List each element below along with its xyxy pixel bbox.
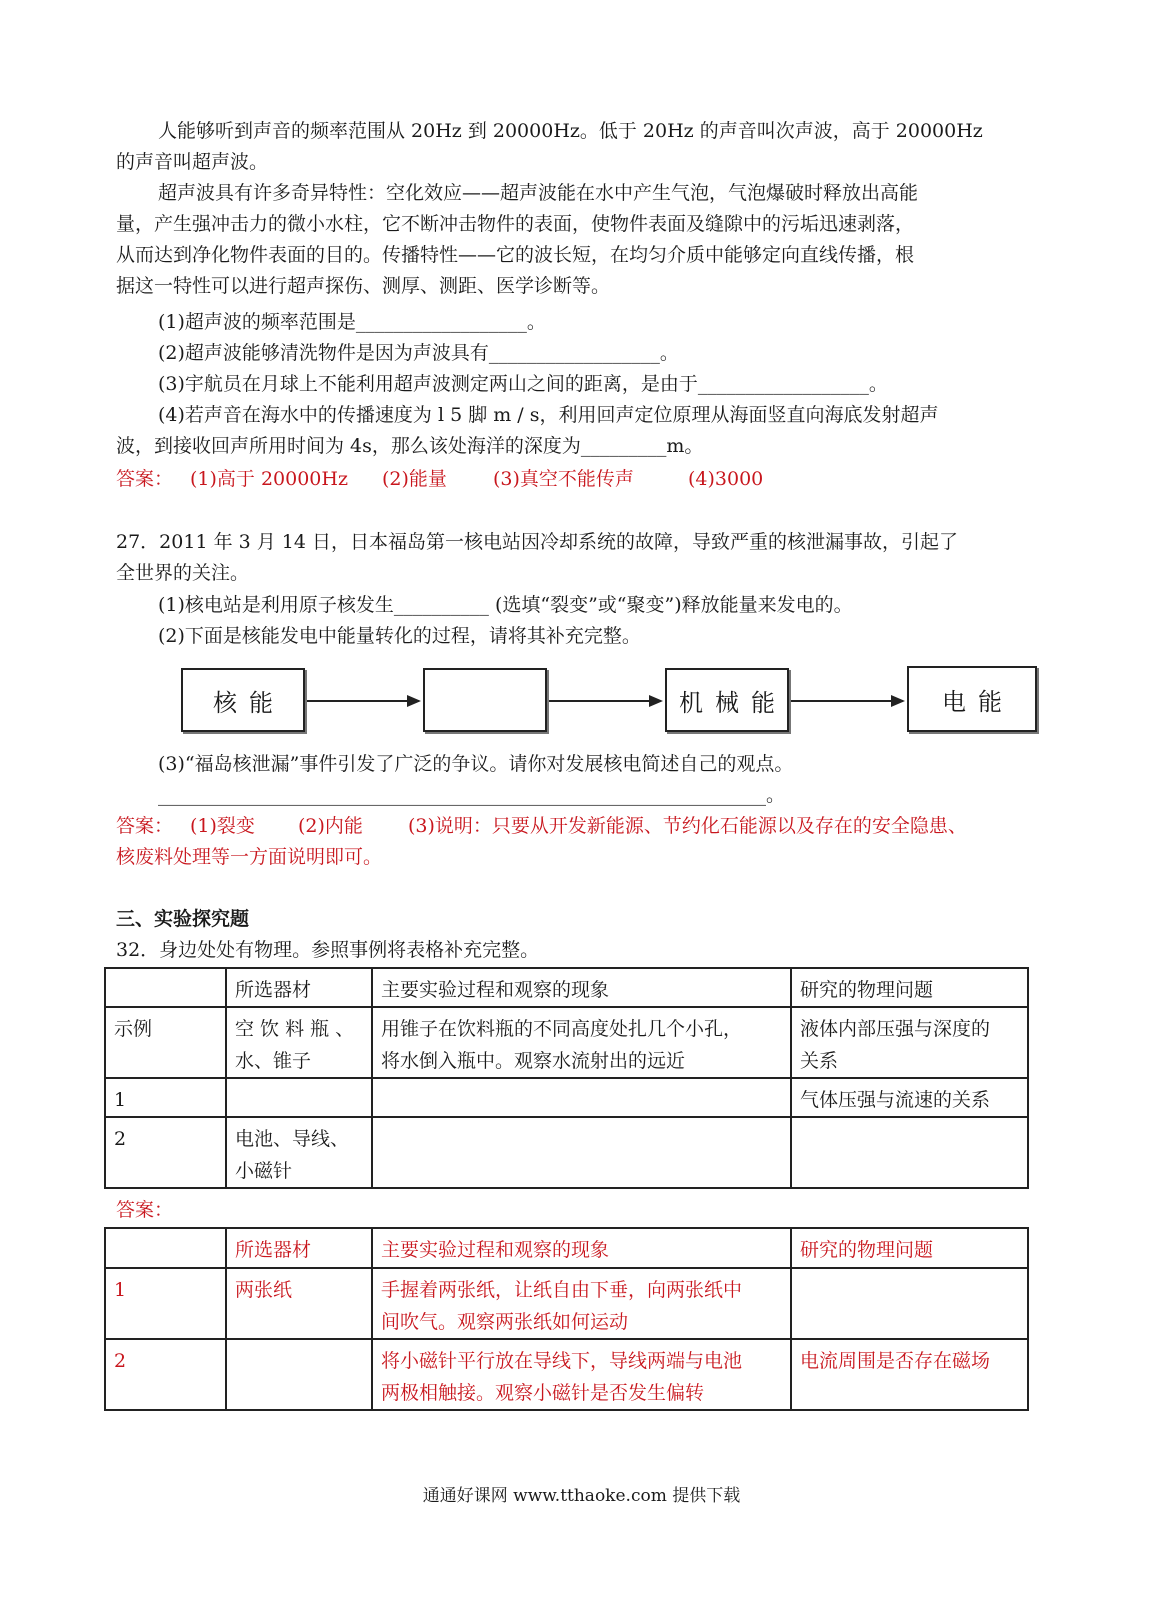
answer-27-2: (2)内能 [298,815,363,837]
answer-blank-line: ________________________________________________________________。 [158,784,786,806]
question-27-line2: 全世界的关注。 [116,562,250,584]
table-cell: 2 [105,1339,226,1410]
flow-box-mechanical-energy: 机械能 [665,668,789,732]
answer-label: 答案： [116,1199,174,1221]
table-cell: 将小磁针平行放在导线下，导线两端与电池 两极相触接。观察小磁针是否发生偏转 [372,1339,791,1410]
paragraph-frequency-line1: 人能够听到声音的频率范围从 20Hz 到 20000Hz。低于 20Hz 的声音叫次声波，高于 20000Hz [158,120,983,142]
answer-3: (3)真空不能传声 [493,468,634,490]
answer-label: 答案： [116,815,174,837]
table-cell: 电流周围是否存在磁场 [791,1339,1028,1410]
question-32: 32．身边处处有物理。参照事例将表格补充完整。 [116,939,540,961]
table-header-cell: 所选器材 [226,968,372,1007]
question-1: (1)超声波的频率范围是__________________。 [158,311,546,333]
table-header-row [105,968,1028,1007]
flow-arrow-1 [307,700,419,702]
table-header-cell: 所选器材 [226,1228,372,1268]
table-cell [791,1117,1028,1188]
table-header-cell: 研究的物理问题 [791,968,1028,1007]
answer-27-3-cont: 核废料处理等一方面说明即可。 [116,846,383,868]
table-row [105,1117,1028,1188]
table-row [105,1339,1028,1410]
table-row [105,1007,1028,1078]
table-header-cell: 主要实验过程和观察的现象 [372,968,791,1007]
table-cell: 两张纸 [226,1268,372,1339]
paragraph-ultrasound-line2: 量，产生强冲击力的微小水柱，它不断冲击物件的表面，使物件表面及缝隙中的污垢迅速剥落， [116,213,915,235]
table-cell [372,1078,791,1117]
section-title: 三、实验探究题 [116,908,250,930]
table-row [105,1078,1028,1117]
table-cell: 1 [105,1268,226,1339]
table-header-row [105,1228,1028,1268]
question-27-sub3: (3)“福岛核泄漏”事件引发了广泛的争议。请你对发展核电简述自己的观点。 [158,753,794,775]
question-4-line2: 波，到接收回声所用时间为 4s，那么该处海洋的深度为_________m。 [116,435,704,457]
flow-box-blank [423,668,547,732]
answer-1: (1)高于 20000Hz [190,468,348,490]
answer-27-3: (3)说明：只要从开发新能源、节约化石能源以及存在的安全隐患、 [408,815,967,837]
question-2: (2)超声波能够清洗物件是因为声波具有__________________。 [158,342,679,364]
paragraph-frequency-line2: 的声音叫超声波。 [116,151,269,173]
table-cell: 2 [105,1117,226,1188]
table-cell: 气体压强与流速的关系 [791,1078,1028,1117]
table-header-cell [105,968,226,1007]
paragraph-ultrasound-line1: 超声波具有许多奇异特性：空化效应——超声波能在水中产生气泡，气泡爆破时释放出高能 [158,182,919,204]
flow-arrow-3 [791,700,903,702]
table-cell: 用锥子在饮料瓶的不同高度处扎几个小孔， 将水倒入瓶中。观察水流射出的远近 [372,1007,791,1078]
experiment-table [104,967,1029,1189]
table-header-cell: 研究的物理问题 [791,1228,1028,1268]
question-27-line1: 27．2011 年 3 月 14 日，日本福岛第一核电站因冷却系统的故障，导致严重的核泄漏事故，引起了 [116,531,958,553]
table-cell [226,1078,372,1117]
question-3: (3)宇航员在月球上不能利用超声波测定两山之间的距离，是由于__________________。 [158,373,888,395]
flow-box-nuclear-energy: 核能 [181,668,305,732]
table-cell: 液体内部压强与深度的 关系 [791,1007,1028,1078]
table-row [105,1268,1028,1339]
table-cell: 手握着两张纸，让纸自由下垂，向两张纸中 间吹气。观察两张纸如何运动 [372,1268,791,1339]
answer-27-1: (1)裂变 [190,815,255,837]
table-cell [791,1268,1028,1339]
answer-table [104,1227,1029,1411]
table-cell: 空 饮 料 瓶 、 水、锥子 [226,1007,372,1078]
question-27-sub2: (2)下面是核能发电中能量转化的过程，请将其补充完整。 [158,625,641,647]
table-header-cell [105,1228,226,1268]
paragraph-ultrasound-line3: 从而达到净化物件表面的目的。传播特性——它的波长短，在均匀介质中能够定向直线传播，根 [116,244,915,266]
flow-arrow-2 [549,700,661,702]
paragraph-ultrasound-line4: 据这一特性可以进行超声探伤、测厚、测距、医学诊断等。 [116,275,611,297]
answer-4: (4)3000 [688,468,764,490]
table-header-cell: 主要实验过程和观察的现象 [372,1228,791,1268]
page-footer: 通通好课网 www.tthaoke.com 提供下载 [422,1486,741,1506]
answer-2: (2)能量 [382,468,447,490]
table-cell: 电池、导线、 小磁针 [226,1117,372,1188]
table-cell [226,1339,372,1410]
table-cell [372,1117,791,1188]
table-cell: 1 [105,1078,226,1117]
question-27-sub1: (1)核电站是利用原子核发生__________ (选填“裂变”或“聚变”)释放能量来发电的。 [158,594,853,616]
table-cell: 示例 [105,1007,226,1078]
flow-box-electric-energy: 电能 [907,666,1037,732]
question-4-line1: (4)若声音在海水中的传播速度为 l 5 脚 m / s，利用回声定位原理从海面竖直向海底发射超声 [158,404,939,426]
answer-label: 答案： [116,468,174,490]
